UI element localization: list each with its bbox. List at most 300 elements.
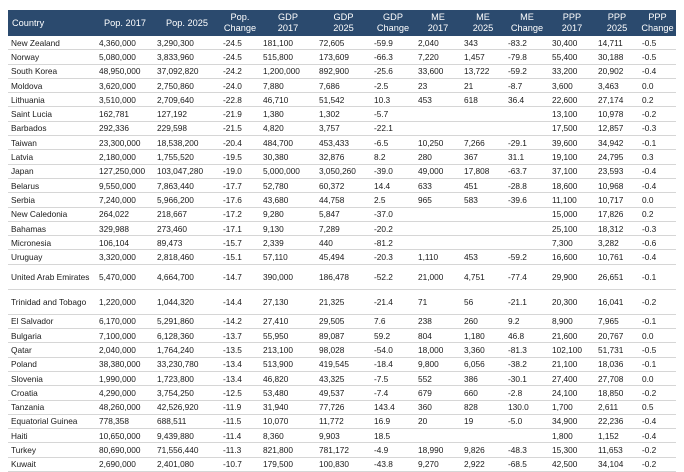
cell-pop-2025: 2,709,640	[154, 93, 220, 107]
column-header-line: ME	[520, 12, 534, 22]
cell-gdp-change: -21.4	[371, 289, 415, 314]
cell-pop-change: -17.1	[220, 221, 260, 235]
cell-ppp-change: 0.2	[639, 207, 676, 221]
cell-me-2025: 367	[461, 150, 505, 164]
cell-pop-change: -14.7	[220, 264, 260, 289]
cell-gdp-change: -37.0	[371, 207, 415, 221]
table-row	[8, 400, 676, 414]
cell-pop-change: -14.4	[220, 289, 260, 314]
cell-gdp-2017: 513,900	[260, 357, 316, 371]
column-header-line: 2017	[427, 23, 449, 33]
cell-pop-2017: 9,550,000	[96, 178, 154, 192]
cell-gdp-2025: 51,542	[316, 93, 371, 107]
cell-pop-change: -17.2	[220, 207, 260, 221]
cell-gdp-2025: 173,609	[316, 50, 371, 64]
cell-gdp-2017: 52,780	[260, 178, 316, 192]
cell-gdp-change: -5.7	[371, 107, 415, 121]
cell-me-2017: 20	[415, 414, 461, 428]
cell-me-2017	[415, 221, 461, 235]
cell-pop-2025: 2,750,860	[154, 78, 220, 92]
cell-pop-2017: 4,290,000	[96, 386, 154, 400]
cell-ppp-change: -0.6	[639, 236, 676, 250]
cell-ppp-change: -0.2	[639, 443, 676, 457]
cell-pop-change: -12.5	[220, 386, 260, 400]
column-header-ppp-2017	[549, 10, 595, 36]
cell-gdp-2017: 31,940	[260, 400, 316, 414]
cell-pop-2017: 127,250,000	[96, 164, 154, 178]
column-header-me-2017	[415, 10, 461, 36]
column-header-line: Pop.	[230, 12, 250, 22]
cell-me-2025: 2,922	[461, 457, 505, 471]
cell-me-2025: 19	[461, 414, 505, 428]
cell-gdp-2017: 2,339	[260, 236, 316, 250]
cell-gdp-2025: 453,433	[316, 136, 371, 150]
cell-me-2025	[461, 236, 505, 250]
cell-ppp-change: -0.5	[639, 36, 676, 50]
cell-me-2017: 679	[415, 386, 461, 400]
column-header-line: Change	[510, 23, 544, 33]
country-name-cell: Japan	[8, 164, 96, 178]
column-header-line: PPP	[562, 12, 582, 22]
cell-pop-2017: 48,260,000	[96, 400, 154, 414]
table-body	[8, 36, 676, 472]
column-header-me-change	[505, 10, 549, 36]
country-name-cell: Croatia	[8, 386, 96, 400]
cell-me-2017	[415, 207, 461, 221]
cell-ppp-change: -0.4	[639, 250, 676, 264]
column-header-line: Change	[641, 23, 674, 33]
cell-gdp-2017: 1,380	[260, 107, 316, 121]
cell-pop-change: -13.4	[220, 371, 260, 385]
cell-gdp-change: -22.1	[371, 121, 415, 135]
cell-gdp-2025: 98,028	[316, 343, 371, 357]
table-row	[8, 443, 676, 457]
column-header-gdp-2025	[316, 10, 371, 36]
column-header-pop-2017	[96, 10, 154, 36]
cell-me-2017: 965	[415, 193, 461, 207]
cell-gdp-2025: 781,172	[316, 443, 371, 457]
cell-pop-2025: 2,401,080	[154, 457, 220, 471]
cell-me-2017: 9,270	[415, 457, 461, 471]
cell-pop-change: -19.5	[220, 150, 260, 164]
cell-gdp-2017: 57,110	[260, 250, 316, 264]
cell-ppp-2017: 29,900	[549, 264, 595, 289]
column-header-line: GDP	[383, 12, 403, 22]
cell-gdp-2025: 45,494	[316, 250, 371, 264]
cell-me-2025: 386	[461, 371, 505, 385]
column-header-line: PPP	[648, 12, 667, 22]
table-row	[8, 429, 676, 443]
cell-ppp-2025: 18,036	[595, 357, 639, 371]
cell-pop-change: -24.0	[220, 78, 260, 92]
cell-me-change: -29.1	[505, 136, 549, 150]
cell-gdp-change: 16.9	[371, 414, 415, 428]
table-header	[8, 10, 676, 36]
cell-ppp-change: -0.4	[639, 64, 676, 78]
cell-ppp-2017: 27,400	[549, 371, 595, 385]
cell-me-change: -28.8	[505, 178, 549, 192]
cell-me-2025: 9,826	[461, 443, 505, 457]
cell-pop-2017: 5,080,000	[96, 50, 154, 64]
country-statistics-table	[8, 10, 676, 472]
cell-me-change: 46.8	[505, 329, 549, 343]
cell-ppp-2017: 1,800	[549, 429, 595, 443]
column-header-line: Country	[12, 17, 45, 28]
cell-pop-2017: 38,380,000	[96, 357, 154, 371]
cell-gdp-change: -2.5	[371, 78, 415, 92]
cell-pop-change: -13.5	[220, 343, 260, 357]
cell-gdp-2025: 5,847	[316, 207, 371, 221]
cell-gdp-2025: 892,900	[316, 64, 371, 78]
cell-me-2017: 2,040	[415, 36, 461, 50]
cell-pop-2025: 127,192	[154, 107, 220, 121]
table-row	[8, 414, 676, 428]
cell-gdp-2017: 10,070	[260, 414, 316, 428]
cell-ppp-change: -0.1	[639, 136, 676, 150]
cell-pop-2017: 2,690,000	[96, 457, 154, 471]
cell-pop-change: -10.7	[220, 457, 260, 471]
cell-ppp-2025: 3,282	[595, 236, 639, 250]
cell-ppp-2017: 25,100	[549, 221, 595, 235]
cell-gdp-2025: 186,478	[316, 264, 371, 289]
cell-gdp-2025: 29,505	[316, 314, 371, 328]
cell-gdp-change: -7.5	[371, 371, 415, 385]
cell-gdp-change: -4.9	[371, 443, 415, 457]
cell-pop-change: -20.4	[220, 136, 260, 150]
cell-me-change: 130.0	[505, 400, 549, 414]
cell-ppp-2025: 51,731	[595, 343, 639, 357]
cell-gdp-change: -43.8	[371, 457, 415, 471]
country-name-cell: Qatar	[8, 343, 96, 357]
cell-pop-change: -11.9	[220, 400, 260, 414]
cell-gdp-2017: 43,680	[260, 193, 316, 207]
cell-gdp-change: -25.6	[371, 64, 415, 78]
cell-ppp-2025: 7,965	[595, 314, 639, 328]
cell-me-2017: 552	[415, 371, 461, 385]
country-name-cell: El Salvador	[8, 314, 96, 328]
cell-ppp-2025: 14,711	[595, 36, 639, 50]
cell-gdp-2025: 72,605	[316, 36, 371, 50]
table-row	[8, 236, 676, 250]
cell-pop-2025: 103,047,280	[154, 164, 220, 178]
cell-me-2025: 7,266	[461, 136, 505, 150]
cell-me-2025: 660	[461, 386, 505, 400]
cell-pop-2025: 71,556,440	[154, 443, 220, 457]
cell-gdp-2017: 27,410	[260, 314, 316, 328]
cell-pop-change: -13.7	[220, 329, 260, 343]
cell-pop-change: -22.8	[220, 93, 260, 107]
cell-pop-2017: 3,510,000	[96, 93, 154, 107]
cell-gdp-2025: 21,325	[316, 289, 371, 314]
cell-gdp-2017: 27,130	[260, 289, 316, 314]
cell-ppp-2025: 27,708	[595, 371, 639, 385]
table-row	[8, 250, 676, 264]
cell-ppp-change: -0.2	[639, 289, 676, 314]
cell-gdp-2017: 30,380	[260, 150, 316, 164]
cell-me-2025: 4,751	[461, 264, 505, 289]
cell-gdp-2017: 46,820	[260, 371, 316, 385]
country-name-cell: Trinidad and Tobago	[8, 289, 96, 314]
cell-pop-2025: 1,723,800	[154, 371, 220, 385]
cell-pop-2025: 1,044,320	[154, 289, 220, 314]
column-header-line: 2025	[606, 23, 628, 33]
cell-ppp-2017: 17,500	[549, 121, 595, 135]
table-row	[8, 343, 676, 357]
cell-ppp-2017: 7,300	[549, 236, 595, 250]
cell-pop-change: -19.0	[220, 164, 260, 178]
cell-pop-2017: 106,104	[96, 236, 154, 250]
column-header-line: 2025	[333, 23, 354, 33]
cell-pop-2025: 9,439,880	[154, 429, 220, 443]
cell-gdp-2025: 89,087	[316, 329, 371, 343]
cell-pop-change: -13.4	[220, 357, 260, 371]
cell-me-2017: 238	[415, 314, 461, 328]
cell-ppp-2017: 13,100	[549, 107, 595, 121]
cell-ppp-2017: 30,400	[549, 36, 595, 50]
cell-ppp-change: -0.2	[639, 107, 676, 121]
cell-ppp-change: -0.4	[639, 164, 676, 178]
country-name-cell: Lithuania	[8, 93, 96, 107]
cell-ppp-2017: 24,100	[549, 386, 595, 400]
cell-me-change: -2.8	[505, 386, 549, 400]
cell-gdp-2025: 1,302	[316, 107, 371, 121]
country-name-cell: Saint Lucia	[8, 107, 96, 121]
cell-me-2025: 56	[461, 289, 505, 314]
cell-ppp-2017: 19,100	[549, 150, 595, 164]
table-row	[8, 107, 676, 121]
cell-gdp-change: 8.2	[371, 150, 415, 164]
cell-pop-2025: 4,664,700	[154, 264, 220, 289]
cell-ppp-change: -0.3	[639, 221, 676, 235]
cell-gdp-2017: 181,100	[260, 36, 316, 50]
table-row	[8, 207, 676, 221]
cell-pop-2025: 273,460	[154, 221, 220, 235]
cell-pop-2025: 1,764,240	[154, 343, 220, 357]
column-header-ppp-change	[639, 10, 676, 36]
country-name-cell: Barbados	[8, 121, 96, 135]
cell-ppp-2025: 2,611	[595, 400, 639, 414]
cell-me-change: 36.4	[505, 93, 549, 107]
cell-ppp-change: -0.5	[639, 50, 676, 64]
cell-gdp-2025: 3,050,260	[316, 164, 371, 178]
cell-pop-2017: 329,988	[96, 221, 154, 235]
cell-me-2017: 71	[415, 289, 461, 314]
country-name-cell: Belarus	[8, 178, 96, 192]
cell-ppp-2017: 15,000	[549, 207, 595, 221]
cell-me-change: -59.2	[505, 250, 549, 264]
table-row	[8, 121, 676, 135]
cell-pop-2017: 3,320,000	[96, 250, 154, 264]
cell-ppp-2017: 39,600	[549, 136, 595, 150]
cell-gdp-change: -20.3	[371, 250, 415, 264]
cell-gdp-2025: 44,758	[316, 193, 371, 207]
cell-ppp-change: -0.4	[639, 414, 676, 428]
cell-me-2025: 618	[461, 93, 505, 107]
cell-ppp-2025: 22,236	[595, 414, 639, 428]
cell-ppp-2025: 20,767	[595, 329, 639, 343]
cell-gdp-change: -52.2	[371, 264, 415, 289]
cell-pop-2025: 37,092,820	[154, 64, 220, 78]
cell-me-change: -48.3	[505, 443, 549, 457]
cell-me-2017: 18,000	[415, 343, 461, 357]
cell-me-2017: 453	[415, 93, 461, 107]
cell-pop-2025: 89,473	[154, 236, 220, 250]
cell-me-2017: 18,990	[415, 443, 461, 457]
cell-ppp-2025: 18,312	[595, 221, 639, 235]
cell-gdp-2017: 4,820	[260, 121, 316, 135]
cell-me-change: -30.1	[505, 371, 549, 385]
cell-pop-change: -24.5	[220, 36, 260, 50]
cell-me-2025: 3,360	[461, 343, 505, 357]
column-header-me-2025	[461, 10, 505, 36]
table-row	[8, 357, 676, 371]
cell-pop-2025: 5,966,200	[154, 193, 220, 207]
cell-ppp-2017: 22,600	[549, 93, 595, 107]
cell-me-change	[505, 121, 549, 135]
cell-ppp-change: -0.1	[639, 314, 676, 328]
cell-pop-2025: 229,598	[154, 121, 220, 135]
cell-pop-change: -24.5	[220, 50, 260, 64]
cell-me-change: -59.2	[505, 64, 549, 78]
column-header-line: ME	[476, 12, 490, 22]
cell-pop-2025: 5,291,860	[154, 314, 220, 328]
cell-me-2025: 583	[461, 193, 505, 207]
cell-ppp-change: -0.5	[639, 343, 676, 357]
cell-pop-2017: 778,358	[96, 414, 154, 428]
cell-gdp-change: 59.2	[371, 329, 415, 343]
cell-me-change: -83.2	[505, 36, 549, 50]
table-row	[8, 221, 676, 235]
cell-gdp-change: 143.4	[371, 400, 415, 414]
cell-gdp-2025: 7,289	[316, 221, 371, 235]
cell-pop-2025: 1,755,520	[154, 150, 220, 164]
cell-ppp-change: 0.2	[639, 93, 676, 107]
table-row	[8, 457, 676, 471]
cell-me-2025: 13,722	[461, 64, 505, 78]
country-name-cell: United Arab Emirates	[8, 264, 96, 289]
cell-gdp-change: -39.0	[371, 164, 415, 178]
column-header-line: GDP	[278, 12, 298, 22]
cell-ppp-change: -0.1	[639, 264, 676, 289]
cell-ppp-2025: 11,653	[595, 443, 639, 457]
country-name-cell: Micronesia	[8, 236, 96, 250]
cell-me-2017: 804	[415, 329, 461, 343]
cell-me-2017: 33,600	[415, 64, 461, 78]
table-row	[8, 329, 676, 343]
table-row	[8, 371, 676, 385]
cell-ppp-2017: 42,500	[549, 457, 595, 471]
cell-pop-2017: 3,620,000	[96, 78, 154, 92]
cell-pop-2025: 3,833,960	[154, 50, 220, 64]
cell-gdp-change: 7.6	[371, 314, 415, 328]
cell-me-2025	[461, 121, 505, 135]
cell-ppp-2025: 10,968	[595, 178, 639, 192]
cell-pop-2025: 33,230,780	[154, 357, 220, 371]
cell-ppp-change: -0.3	[639, 121, 676, 135]
cell-ppp-change: 0.3	[639, 150, 676, 164]
column-header-gdp-2017	[260, 10, 316, 36]
cell-me-change: -39.6	[505, 193, 549, 207]
cell-pop-2025: 3,754,250	[154, 386, 220, 400]
cell-pop-2017: 10,650,000	[96, 429, 154, 443]
cell-gdp-2025: 49,537	[316, 386, 371, 400]
cell-pop-change: -17.7	[220, 178, 260, 192]
cell-ppp-2017: 21,100	[549, 357, 595, 371]
cell-pop-change: -21.9	[220, 107, 260, 121]
cell-me-change	[505, 236, 549, 250]
cell-gdp-2025: 7,686	[316, 78, 371, 92]
table-row	[8, 386, 676, 400]
column-header-line: Change	[223, 23, 257, 33]
table-row	[8, 193, 676, 207]
cell-ppp-2017: 16,600	[549, 250, 595, 264]
cell-gdp-2025: 77,726	[316, 400, 371, 414]
country-name-cell: South Korea	[8, 64, 96, 78]
cell-pop-2017: 5,470,000	[96, 264, 154, 289]
cell-me-2025	[461, 221, 505, 235]
cell-me-2017: 10,250	[415, 136, 461, 150]
country-name-cell: Latvia	[8, 150, 96, 164]
cell-me-change: -5.0	[505, 414, 549, 428]
cell-ppp-2017: 3,600	[549, 78, 595, 92]
cell-gdp-2017: 9,280	[260, 207, 316, 221]
cell-gdp-change: 14.4	[371, 178, 415, 192]
cell-pop-change: -17.6	[220, 193, 260, 207]
cell-ppp-2025: 34,942	[595, 136, 639, 150]
cell-me-change: -38.2	[505, 357, 549, 371]
cell-pop-change: -11.4	[220, 429, 260, 443]
cell-me-change	[505, 429, 549, 443]
cell-pop-2017: 6,170,000	[96, 314, 154, 328]
cell-ppp-2025: 3,463	[595, 78, 639, 92]
cell-gdp-2017: 390,000	[260, 264, 316, 289]
table-row	[8, 264, 676, 289]
cell-ppp-change: 0.0	[639, 329, 676, 343]
cell-ppp-2025: 10,761	[595, 250, 639, 264]
cell-me-2017: 360	[415, 400, 461, 414]
column-header-line: Pop. 2025	[166, 17, 208, 28]
cell-ppp-2025: 12,857	[595, 121, 639, 135]
cell-ppp-2025: 26,651	[595, 264, 639, 289]
cell-pop-2017: 162,781	[96, 107, 154, 121]
country-name-cell: Haiti	[8, 429, 96, 443]
cell-ppp-2025: 23,593	[595, 164, 639, 178]
cell-gdp-2025: 60,372	[316, 178, 371, 192]
cell-pop-2017: 7,240,000	[96, 193, 154, 207]
cell-pop-2017: 48,950,000	[96, 64, 154, 78]
cell-me-2025: 453	[461, 250, 505, 264]
cell-gdp-2017: 821,800	[260, 443, 316, 457]
cell-gdp-2017: 8,360	[260, 429, 316, 443]
cell-pop-2017: 264,022	[96, 207, 154, 221]
cell-me-2025: 828	[461, 400, 505, 414]
cell-me-2025: 17,808	[461, 164, 505, 178]
column-header-line: PPP	[607, 12, 627, 22]
cell-gdp-change: -20.2	[371, 221, 415, 235]
cell-pop-change: -15.7	[220, 236, 260, 250]
cell-me-2017: 633	[415, 178, 461, 192]
cell-me-2017: 49,000	[415, 164, 461, 178]
cell-gdp-change: 2.5	[371, 193, 415, 207]
cell-ppp-change: 0.0	[639, 78, 676, 92]
cell-me-2017: 23	[415, 78, 461, 92]
cell-gdp-change: 10.3	[371, 93, 415, 107]
cell-me-2017: 280	[415, 150, 461, 164]
cell-ppp-2017: 20,300	[549, 289, 595, 314]
table-row	[8, 289, 676, 314]
header-row	[8, 10, 676, 36]
cell-pop-2017: 4,360,000	[96, 36, 154, 50]
